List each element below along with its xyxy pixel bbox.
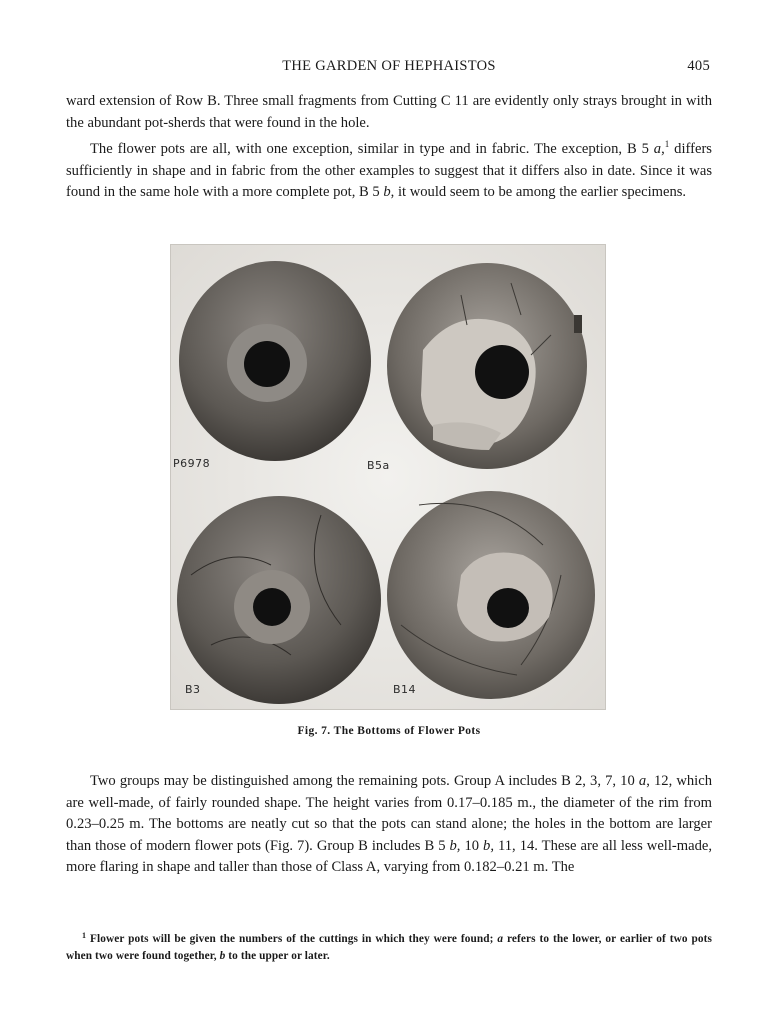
- paragraph-3-text-3: 10: [460, 837, 484, 854]
- running-head: [66, 58, 712, 78]
- label-p6978: P6978: [173, 457, 211, 470]
- figure-caption: Fig. 7. The Bottoms of Flower Pots: [297, 725, 481, 737]
- paragraph-2: [66, 134, 712, 204]
- running-title: THE GARDEN OF HEPHAISTOS: [282, 58, 496, 74]
- figure-photo: [170, 244, 606, 710]
- footnote-mark: 1: [82, 931, 87, 940]
- paragraph-1: [66, 91, 712, 134]
- paragraph-3-text-4: 11, 14. These are all less well-made, more flaring in shape and taller than those of Class A, varying from 0.182–0.21 m. The: [66, 837, 713, 876]
- label-b14: B14: [393, 683, 417, 696]
- label-b5a: B5a: [367, 459, 390, 472]
- variant-10b: b,: [483, 837, 494, 854]
- label-b3: B3: [185, 683, 201, 696]
- variant-a: a: [653, 141, 662, 158]
- footnote-ref[interactable]: 1: [664, 139, 670, 150]
- paragraph-2-text-mid: differs sufficiently in shape and in fabric from the other examples to suggest that it differs also in date. Since it was found in the same hole with a more complete pot, B 5: [66, 141, 712, 201]
- variant-10a: a: [638, 773, 647, 789]
- paragraph-2-text-start: The flower pots are all, with one exception, similar in type and in fabric. The exception, B 5: [90, 141, 654, 158]
- paragraph-3-text-1: Two groups may be distinguished among the remaining pots. Group A includes B 2, 3, 7, 10: [90, 773, 639, 789]
- paragraph-2-comma: ,: [661, 141, 665, 158]
- pot-b5a: [387, 263, 587, 469]
- paragraph-1-text: ward extension of Row B. Three small fragments from Cutting C 11 are evidently only strays brought in with the abundant pot-sherds that were found in the hole.: [66, 93, 712, 131]
- pot-b14: [387, 491, 595, 699]
- paragraph-3-text-2: , 12, which are well-made, of fairly rounded shape. The height varies from 0.17–0.185 m., the diameter of the rim from 0.23–0.25 m. The bottoms are neatly cut so that the pots can stand alone; the holes in the bottom are larger than those of modern flower pots (Fig. 7). Group B includes B 5: [66, 773, 712, 854]
- footnote-text-3: to the upper or later.: [225, 950, 330, 962]
- pot-p6978: [179, 261, 371, 461]
- body-text-bottom: [66, 771, 712, 879]
- footnote: [66, 927, 712, 965]
- footnote-text-2: refers to the lower, or earlier of two pots when two were found together,: [66, 933, 712, 962]
- footnote-text-1: Flower pots will be given the numbers of the cuttings in which they were found;: [86, 933, 498, 945]
- variant-b: b: [383, 184, 391, 201]
- paragraph-2-text-end: , it would seem to be among the earlier specimens.: [390, 184, 687, 201]
- footnote-var-a: a: [497, 933, 504, 945]
- flower-pots-photo: [171, 245, 605, 709]
- footnote-var-b: b: [219, 950, 226, 962]
- body-text-top: [66, 91, 712, 204]
- variant-5b: b,: [449, 837, 461, 854]
- pot-b3: [177, 496, 381, 704]
- page-number: 405: [687, 58, 710, 74]
- footnote-text: [66, 927, 712, 965]
- paragraph-3: [66, 771, 712, 879]
